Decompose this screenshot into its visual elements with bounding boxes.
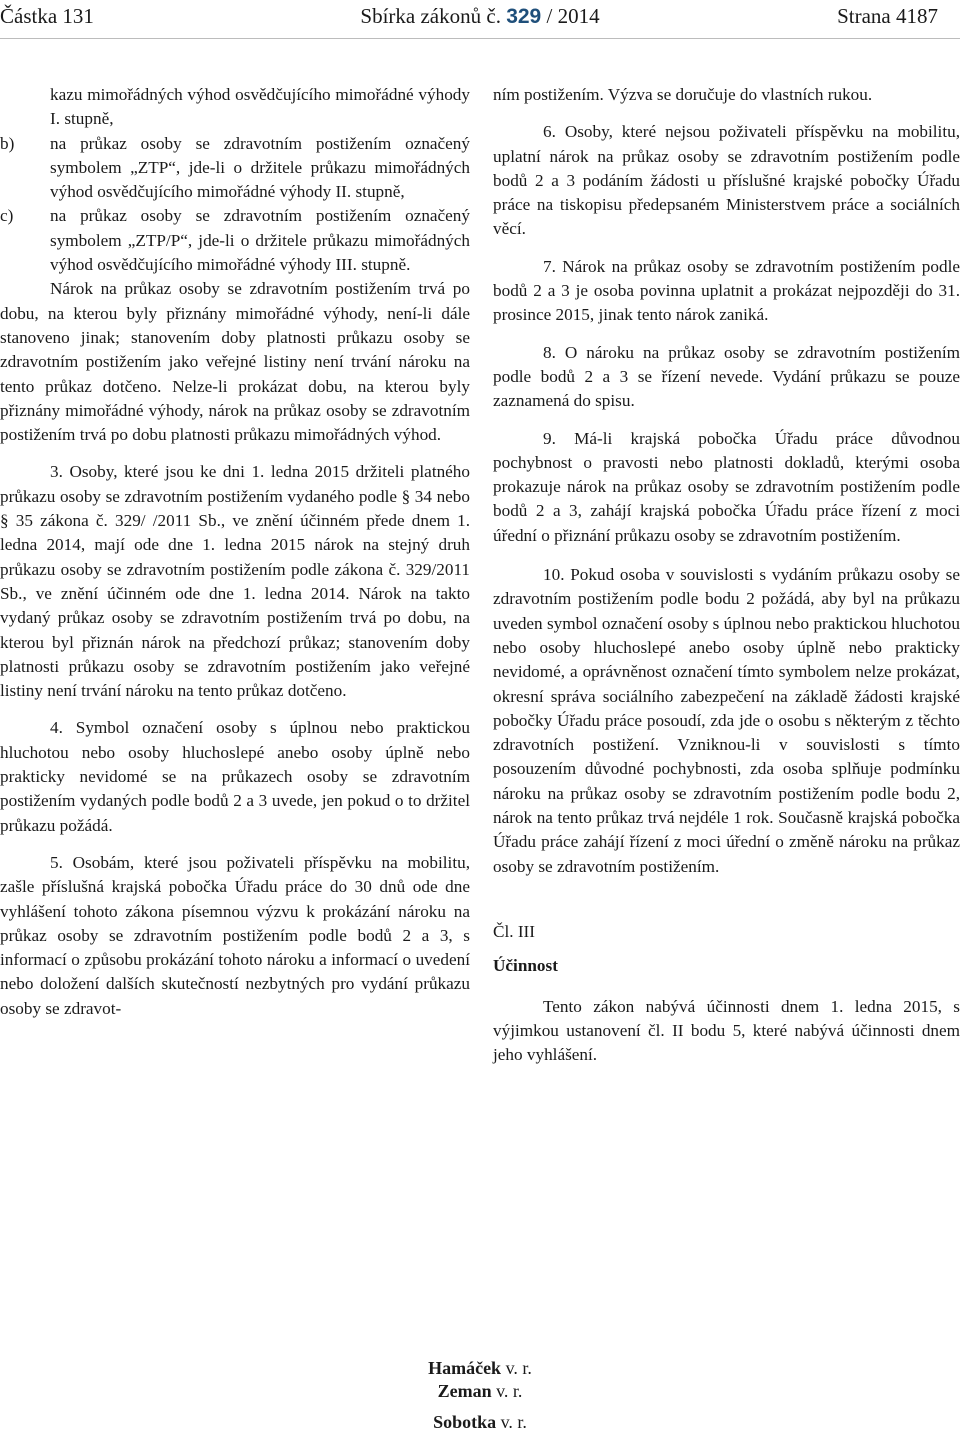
signature-2 [0, 1381, 960, 1402]
article-heading: Čl. III [493, 921, 536, 941]
paragraph-point-4: 4. Symbol označení osoby s úplnou nebo praktickou hluchotou nebo osoby hluchoslepé anebo osoby úplně nebo prakticky nevidomé se na průkazech osoby se zdravotním postižením vydaných podle bodů 2 a 3 uvede, jen pokud o to držitel průkazu požádá. [0, 718, 470, 835]
list-item-c [0, 204, 470, 277]
right-column [493, 83, 960, 1067]
header-part: Částka 131 [0, 4, 94, 28]
paragraph-point-10: 10. Pokud osoba v souvislosti s vydáním průkazu osoby se zdravotním postižením podle bodu 2 požádá, aby byl na průkazu uveden symbol označení osoby s úplnou nebo praktickou hluchotou nebo osoby hluchoslepé anebo osoby úplně nebo prakticky nevidomé, a oprávněnost označení tímto symbolem nelze prokázat, okresní správa sociálního zabezpečení na základě žádosti krajské pobočky Úřadu práce posoudí, zda jde o osobu s některým z těchto zdravotních postižení. Vzniknou-li v souvislosti s tímto posouzením důvodné pochybnosti, zda osoba splňuje podmínku nároku na průkaz osoby se zdravotním postižením podle bodu 2, nárok na tento průkaz trvá nejdéle 1 rok. Současně krajská pobočka Úřadu práce zahájí řízení z moci úřední o změně nároku na průkaz osoby se zdravotním postižením. [493, 565, 960, 876]
header-collection [0, 4, 960, 29]
signature-3 [0, 1412, 960, 1433]
paragraph-point-5-continuation: ním postižením. Výzva se doručuje do vlastních rukou. [493, 85, 873, 104]
paragraph-continuation: kazu mimořádných výhod osvědčujícího mimořádné výhody I. stupně, [50, 85, 470, 129]
signature-name: Sobotka [433, 1412, 497, 1432]
header-collection-prefix: Sbírka zákonů č. [360, 4, 501, 28]
list-item-text: na průkaz osoby se zdravotním postižením označený symbolem „ZTP/P“, jde-li o držitele průkazu mimořádných výhod osvědčujícího mimořádné výhody III. stupně. [50, 206, 470, 275]
paragraph-point-7: 7. Nárok na průkaz osoby se zdravotním postižením podle bodů 2 a 3 je osoba povinna uplatnit a prokázat nejpozději do 31. prosince 2015, jinak tento nárok zaniká. [493, 256, 960, 325]
paragraph-point-8: 8. O nároku na průkaz osoby se zdravotním postižením podle bodů 2 a 3 se řízení nevede. Vydání průkazu se pouze zaznamená do spisu. [493, 342, 960, 411]
signature-suffix: v. r. [505, 1358, 532, 1378]
header-law-number: 329 [506, 5, 542, 28]
header-year: / 2014 [546, 4, 600, 28]
paragraph-point-5: 5. Osobám, které jsou poživateli příspěvku na mobilitu, zašle příslušná krajská pobočka Úřadu práce do 30 dnů ode dne vyhlášení tohoto zákona písemnou výzvu k prokázání nároku na průkaz osoby se zdravotním postižením podle bodů 2 a 3, s informací o způsobu prokázání tohoto nároku a informací o uvedení nebo doložení dalších skutečností nezbytných pro vydání průkazu osoby se zdravot- [0, 852, 470, 1018]
signature-name: Hamáček [428, 1358, 502, 1378]
list-item-b [0, 132, 470, 205]
header-page-number: Strana 4187 [837, 4, 938, 28]
signature-suffix: v. r. [496, 1381, 523, 1401]
paragraph-point-9: 9. Má-li krajská pobočka Úřadu práce důvodnou pochybnost o pravosti nebo platnosti dokladů, kterými osoba prokazuje nárok na průkaz osoby se zdravotním postižením podle bodů 2 a 3, zahájí krajská pobočka Úřadu práce řízení z moci úřední o přiznání průkazu osoby se zdravotním postižením. [493, 428, 960, 545]
paragraph-point-6: 6. Osoby, které nejsou poživateli příspěvku na mobilitu, uplatní nárok na průkaz osoby se zdravotním postižením podle bodů 2 a 3 podáním žádosti u příslušné krajské pobočky Úřadu práce na tiskopisu předepsaném Ministerstvem práce a sociálních věcí. [493, 122, 960, 239]
paragraph-effectiveness: Tento zákon nabývá účinnosti dnem 1. ledna 2015, s výjimkou ustanovení čl. II bodu 5, které nabývá účinnosti dnem jeho vyhlášení. [493, 996, 960, 1065]
list-item-label: b) [0, 133, 15, 153]
signature-1 [0, 1358, 960, 1379]
signature-suffix: v. r. [500, 1412, 527, 1432]
page-header [0, 0, 960, 40]
paragraph-point-3: 3. Osoby, které jsou ke dni 1. ledna 2015 držiteli platného průkazu osoby se zdravotním postižením vydaného podle § 34 nebo § 35 zákona č. 329/ /2011 Sb., ve znění účinném přede dnem 1. ledna 2014, mají ode dne 1. ledna 2015 nárok na stejný druh průkazu osoby se zdravotním postižením podle zákona č. 329/2011 Sb., ve znění účinném ode dne 1. ledna 2014. Nárok na takto vydaný průkaz osoby se zdravotním postižením trvá po dobu, na kterou byl přiznán nárok na předchozí průkaz; stanovením doby platnosti průkazu osoby se zdravotním postižením jako veřejné listiny není trvání nároku na tento průkaz dotčeno. [0, 462, 470, 701]
article-title: Účinnost [493, 956, 558, 976]
list-item-text: na průkaz osoby se zdravotním postižením označený symbolem „ZTP“, jde-li o držitele průkazu mimořádných výhod osvědčujícího mimořádné výhody II. stupně, [50, 133, 470, 202]
signature-name: Zeman [437, 1381, 492, 1401]
paragraph-claim-duration: Nárok na průkaz osoby se zdravotním postižením trvá po dobu, na kterou byly přiznány mimořádné výhody, není-li dále stanoveno jinak; stanovením doby platnosti průkazu osoby se zdravotním postižením jako veřejné listiny není trvání nároku na tento průkaz dotčeno. Nelze-li prokázat dobu, na kterou byly přiznány mimořádné výhody, nárok na průkaz osoby se zdravotním postižením trvá po dobu platnosti průkazu mimořádných výhod. [0, 279, 470, 445]
header-divider [0, 38, 960, 39]
list-item-label: c) [0, 206, 14, 226]
left-column [0, 83, 470, 1021]
